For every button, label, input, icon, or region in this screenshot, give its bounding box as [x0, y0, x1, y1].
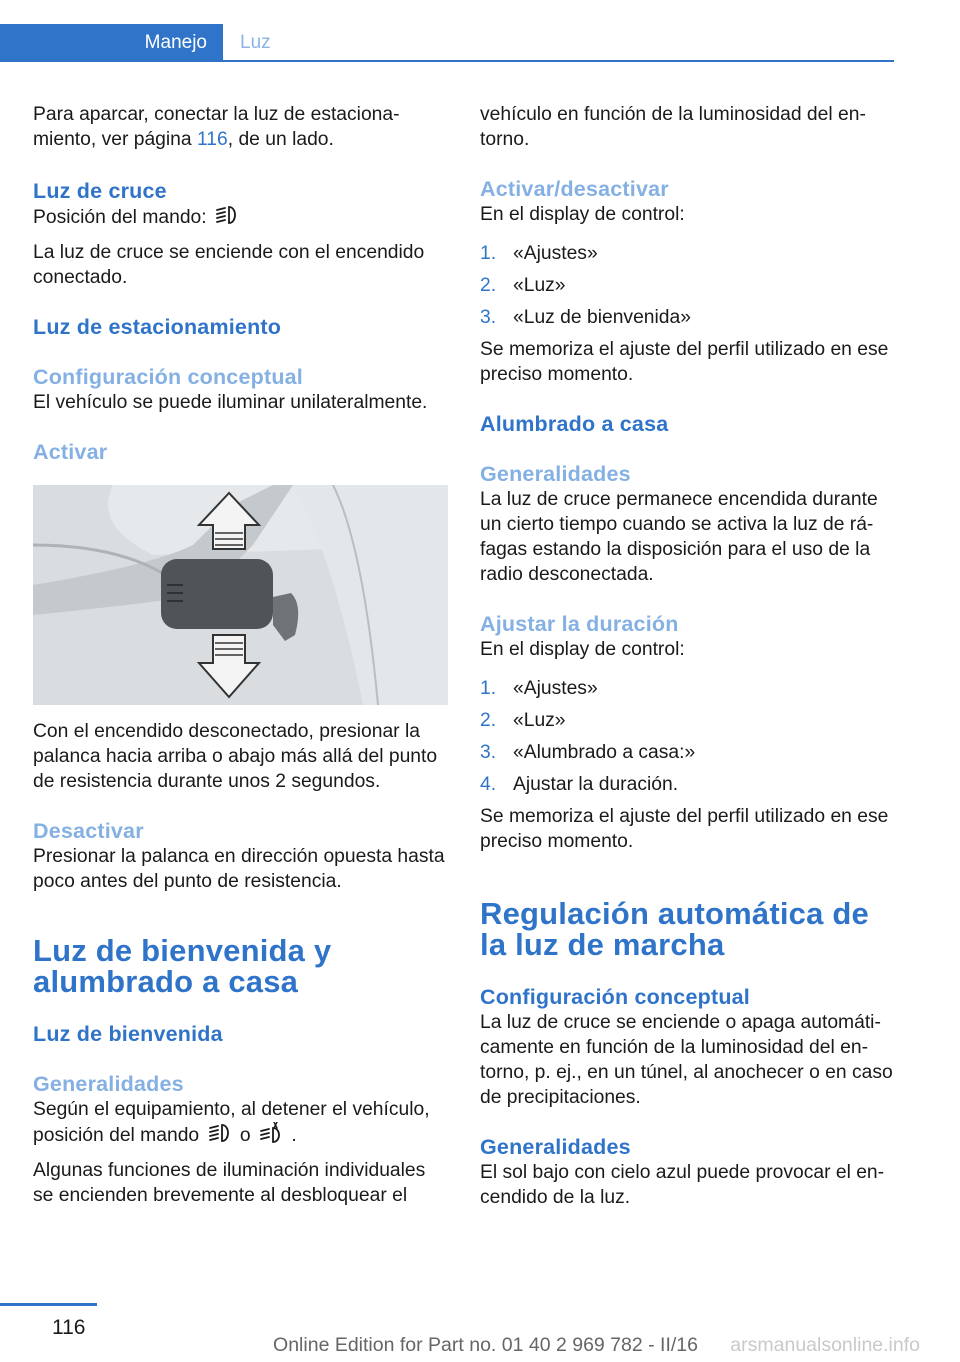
edition-note: Online Edition for Part no. 01 40 2 969 782 - II/16 [273, 1334, 698, 1356]
heading-generalidades-right-2: Generalidades [480, 1135, 631, 1159]
page-number: 116 [52, 1316, 86, 1339]
cruce-position: Posición del mando: [33, 204, 451, 233]
heading-bienvenida-alumbrado: Luz de bienvenida y alumbrado a casa [33, 933, 332, 999]
left-column [33, 102, 451, 1208]
lever-illustration [33, 485, 448, 705]
parking-paragraph: Para aparcar, conectar la luz de estaciona‐miento, ver página 116, de un lado. [33, 104, 400, 150]
continued-text: vehículo en función de la luminosidad del en‐torno. [480, 104, 866, 150]
display-text: En el display de control: [480, 204, 685, 225]
list-item: 4. Ajustar la duración. [480, 774, 679, 795]
heading-luz-bienvenida: Luz de bienvenida [33, 1022, 223, 1046]
memo-text-2: Se memoriza el ajuste del perfil utilizado en ese preciso momento. [480, 806, 889, 852]
header-rule [0, 60, 894, 62]
desactivar-text: Presionar la palanca en dirección opuesta hasta poco antes del punto de resistencia. [33, 846, 445, 892]
heading-luz-de-cruce: Luz de cruce [33, 179, 167, 203]
list-item: 1. «Ajustes» [480, 678, 598, 699]
cruce-text: La luz de cruce se enciende con el encendido conectado. [33, 242, 425, 288]
right-column [480, 102, 898, 1210]
alumbrado-text: La luz de cruce permanece encendida durante un cierto tiempo cuando se activa la luz de rá‐fagas estando la disposición para el uso de la radio desconectada. [480, 489, 878, 585]
regulacion-config-text: La luz de cruce se enciende o apaga automáti‐camente en función de la luminosidad del en‐torno, p. ej., en un túnel, al anochecer o en caso de precipitaciones. [480, 1012, 893, 1108]
list-item: 3. «Luz de bienvenida» [480, 307, 691, 328]
heading-luz-estacionamiento: Luz de estacionamiento [33, 315, 282, 339]
list-item: 1. «Ajustes» [480, 243, 598, 264]
heading-activar-desactivar: Activar/desactivar [480, 177, 669, 201]
heading-desactivar: Desactivar [33, 819, 144, 843]
heading-configuracion-right: Configuración conceptual [480, 985, 750, 1009]
watermark: arsmanualsonline.info [730, 1334, 920, 1356]
auto-light-icon [258, 1122, 284, 1151]
heading-generalidades-right: Generalidades [480, 462, 631, 486]
chapter-tabs [0, 24, 894, 62]
heading-activar: Activar [33, 440, 108, 464]
heading-generalidades-left: Generalidades [33, 1072, 184, 1096]
heading-alumbrado-a-casa: Alumbrado a casa [480, 412, 669, 436]
list-item: 2. «Luz» [480, 275, 566, 296]
activar-text: Con el encendido desconectado, presionar la palanca hacia arriba o abajo más allá del punto de resistencia durante unos 2 segundos. [33, 721, 438, 792]
generalidades-text-2: Algunas funciones de iluminación individuales se encienden brevemente al desbloquear el [33, 1160, 426, 1206]
regulacion-gen-text: El sol bajo con cielo azul puede provocar el en‐cendido de la luz. [480, 1162, 885, 1208]
settings-list-2 [480, 676, 898, 797]
page-link[interactable]: 116 [197, 129, 228, 150]
low-beam-icon [207, 1122, 233, 1151]
generalidades-text: Según el equipamiento, al detener el vehículo, posición del mando o . [33, 1097, 451, 1151]
tab-manejo[interactable]: Manejo [0, 24, 223, 60]
heading-configuracion: Configuración conceptual [33, 365, 303, 389]
display-text-2: En el display de control: [480, 639, 685, 660]
settings-list-1 [480, 241, 898, 330]
heading-ajustar-duracion: Ajustar la duración [480, 612, 679, 636]
memo-text-1: Se memoriza el ajuste del perfil utilizado en ese preciso momento. [480, 339, 889, 385]
list-item: 3. «Alumbrado a casa:» [480, 742, 696, 763]
tab-luz[interactable]: Luz [240, 32, 271, 53]
config-text: El vehículo se puede iluminar unilateralmente. [33, 392, 428, 413]
list-item: 2. «Luz» [480, 710, 566, 731]
heading-regulacion-automatica: Regulación automática de la luz de marcha [480, 896, 869, 962]
page-number-rule [0, 1303, 97, 1306]
low-beam-icon [214, 204, 240, 233]
